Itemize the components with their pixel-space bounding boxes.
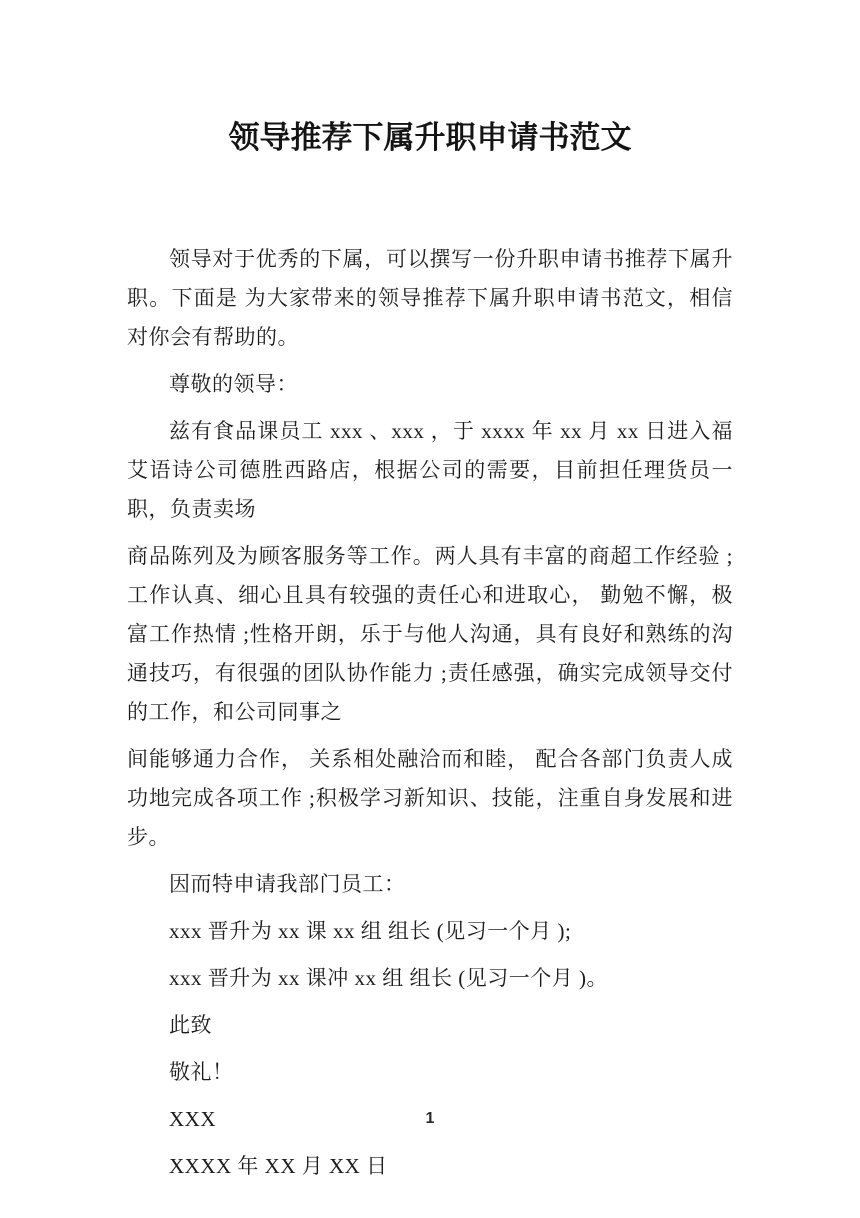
document-body xyxy=(127,240,733,1186)
page-number: 1 xyxy=(425,1110,435,1127)
document-title: 领导推荐下属升职申请书范文 xyxy=(228,120,632,155)
body-paragraph-2: 商品陈列及为顾客服务等工作。两人具有丰富的商超工作经验 ;工作认真、细心且具有较强的责任心和进取心， 勤勉不懈，极富工作热情 ;性格开朗，乐于与他人沟通，具有良好和熟练的沟通技巧，有很强的团队协作能力 ;责任感强，确实完成领导交付的工作，和公司同事之 xyxy=(127,544,733,724)
salutation: 尊敬的领导： xyxy=(169,372,298,396)
body-paragraph-3: 间能够通力合作， 关系相处融洽而和睦， 配合各部门负责人成功地完成各项工作 ;积极学习新知识、技能，注重自身发展和进步。 xyxy=(127,747,733,849)
date-line: XXXX 年 XX 月 XX 日 xyxy=(169,1154,388,1178)
closing-cizhi: 此致 xyxy=(169,1013,212,1037)
promotion-item-1: xxx 晋升为 xx 课 xx 组 组长 (见习一个月 ); xyxy=(169,919,572,943)
signature: XXX xyxy=(169,1107,216,1131)
closing-jingli: 敬礼！ xyxy=(169,1060,234,1084)
intro-paragraph: 领导对于优秀的下属，可以撰写一份升职申请书推荐下属升职。下面是 为大家带来的领导推荐下属升职申请书范文，相信对你会有帮助的。 xyxy=(127,247,733,349)
promotion-item-2: xxx 晋升为 xx 课冲 xx 组 组长 (见习一个月 )。 xyxy=(169,966,608,990)
body-paragraph-1: 兹有食品课员工 xxx 、xxx ，于 xxxx 年 xx 月 xx 日进入福艾语诗公司德胜西路店，根据公司的需要，目前担任理货员一职，负责卖场 xyxy=(127,419,733,521)
request-paragraph: 因而特申请我部门员工： xyxy=(169,872,406,896)
